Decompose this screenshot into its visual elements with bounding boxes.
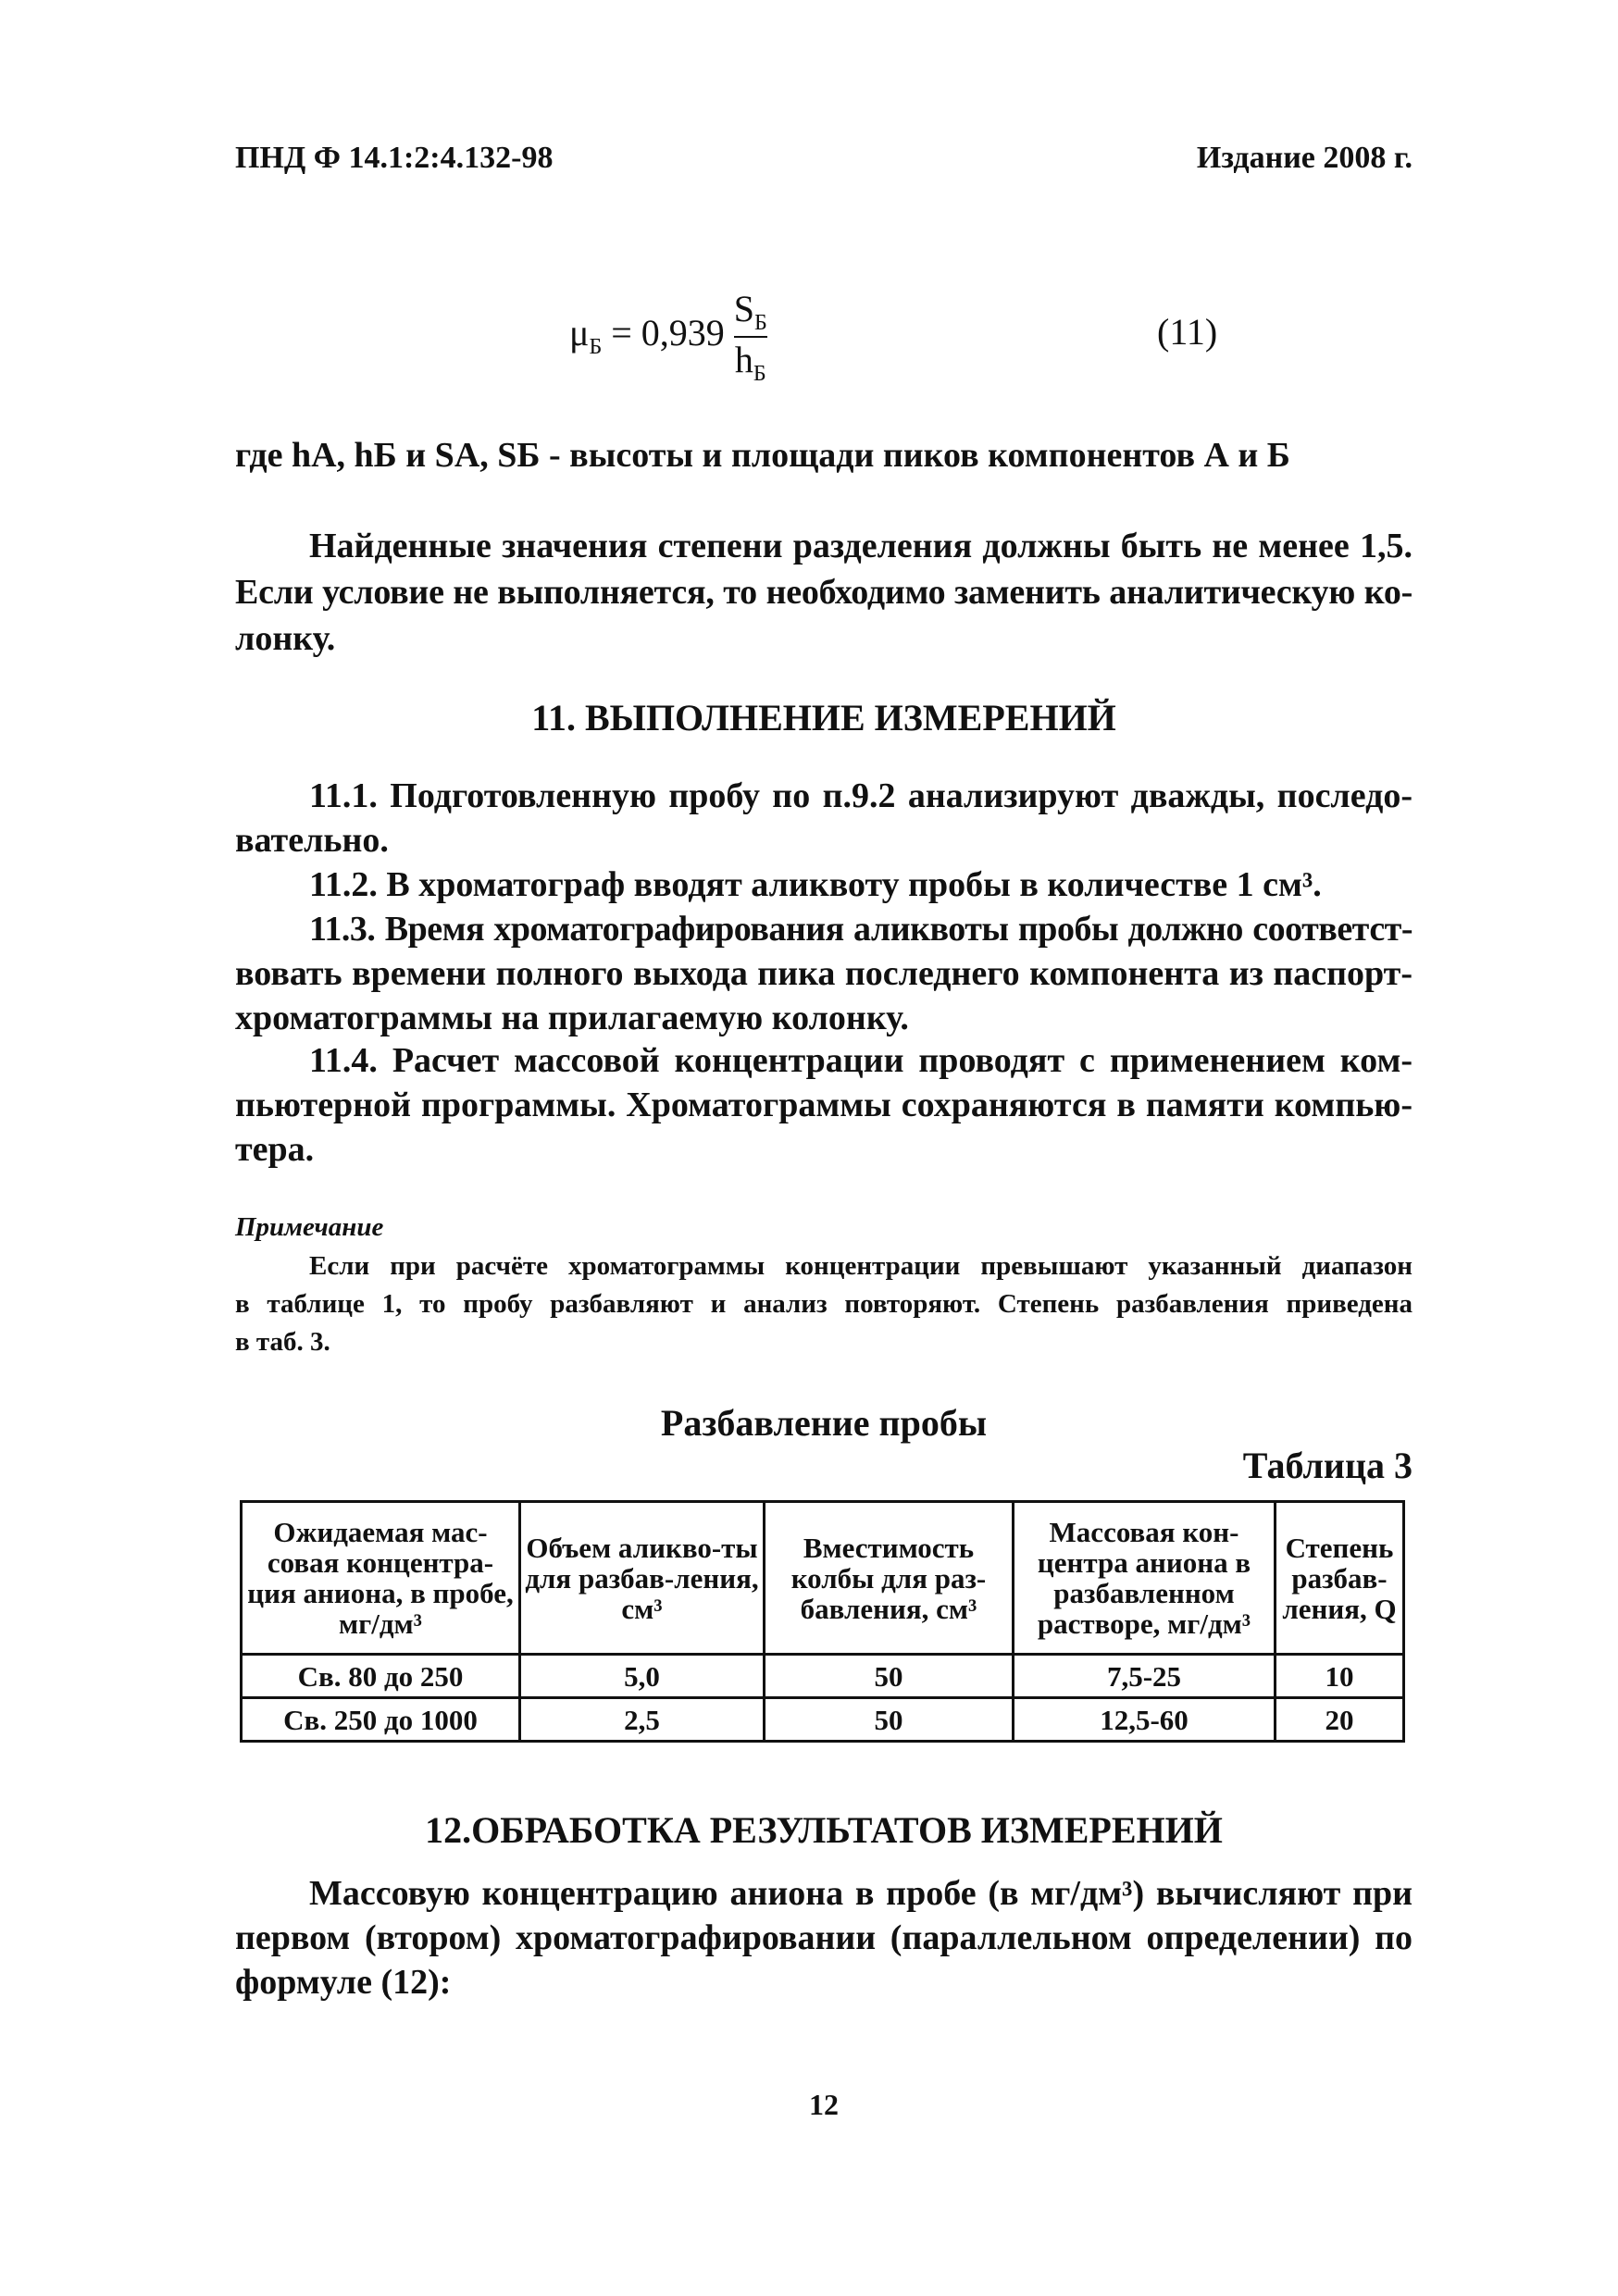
- para-line: Массовую концентрацию аниона в пробе (в мг/дм³) вычисляют при: [309, 1874, 1413, 1913]
- dilution-table: [240, 1500, 1405, 1743]
- para-line: формуле (12):: [235, 1963, 452, 2002]
- formula-num-sub: Б: [754, 311, 767, 335]
- formula-num: S: [733, 288, 755, 329]
- para-line: пьютерной программы. Хроматограммы сохраняются в памяти компью-: [235, 1086, 1413, 1124]
- formula-lhs: μ: [569, 312, 590, 354]
- table-cell: 50: [765, 1655, 1014, 1698]
- section-12-title: 12.ОБРАБОТКА РЕЗУЛЬТАТОВ ИЗМЕРЕНИЙ: [425, 1809, 1223, 1851]
- table-cell: 20: [1276, 1698, 1404, 1742]
- table-header-row: [242, 1502, 1404, 1655]
- table-cell: 10: [1276, 1655, 1404, 1698]
- note-label: Примечание: [235, 1212, 384, 1242]
- column-header: Ожидаемая мас-совая концентра-ция аниона, в пробе, мг/дм³: [242, 1502, 520, 1655]
- para-line: лонку.: [235, 619, 336, 658]
- para-line: вательно.: [235, 821, 389, 860]
- table-cell: 50: [765, 1698, 1014, 1742]
- table-row: [242, 1698, 1404, 1742]
- para-line: вовать времени полного выхода пика последнего компонента из паспорт-: [235, 954, 1413, 993]
- page-number: 12: [809, 2088, 839, 2121]
- column-header: Массовая кон-центра аниона в разбавленном растворе, мг/дм³: [1014, 1502, 1276, 1655]
- para-line: 11.1. Подготовленную пробу по п.9.2 анализируют дважды, последо-: [309, 776, 1413, 815]
- table-cell: Св. 250 до 1000: [242, 1698, 520, 1742]
- formula-fraction: [734, 287, 767, 387]
- table-row: [242, 1655, 1404, 1698]
- column-header: Степень разбав-ления, Q: [1276, 1502, 1404, 1655]
- table-cell: 7,5-25: [1014, 1655, 1276, 1698]
- formula-coef: = 0,939: [611, 312, 725, 354]
- note-line: в таблице 1, то пробу разбавляют и анализ повторяют. Степень разбавления приведена: [235, 1289, 1413, 1319]
- formula-number: (11): [1157, 311, 1218, 353]
- para-line: 11.2. В хроматограф вводят аликвоту пробы в количестве 1 см³.: [309, 865, 1322, 904]
- formula-11: [569, 287, 767, 387]
- para-line: 11.3. Время хроматографирования аликвоты пробы должно соответст-: [309, 910, 1413, 949]
- formula-den-sub: Б: [753, 362, 766, 386]
- para-line: первом (втором) хроматографировании (параллельном определении) по: [235, 1918, 1413, 1957]
- edition: Издание 2008 г.: [1196, 141, 1413, 175]
- table-cell: Св. 80 до 250: [242, 1655, 520, 1698]
- table-cell: 2,5: [520, 1698, 765, 1742]
- para-line: 11.4. Расчет массовой концентрации проводят с применением ком-: [309, 1041, 1413, 1080]
- para-line: Если условие не выполняется, то необходимо заменить аналитическую ко-: [235, 573, 1413, 612]
- table-title: Разбавление пробы: [660, 1402, 988, 1444]
- column-header: Вместимость колбы для раз-бавления, см³: [765, 1502, 1014, 1655]
- table-cell: 12,5-60: [1014, 1698, 1276, 1742]
- formula-den: h: [734, 339, 753, 380]
- table-cell: 5,0: [520, 1655, 765, 1698]
- formula-lhs-sub: Б: [589, 335, 603, 360]
- column-header: Объем аликво-ты для разбав-ления, см³: [520, 1502, 765, 1655]
- note-line: Если при расчёте хроматограммы концентрации превышают указанный диапазон: [309, 1251, 1413, 1281]
- table-label: Таблица 3: [1242, 1445, 1413, 1486]
- note-line: в таб. 3.: [235, 1327, 330, 1357]
- section-11-title: 11. ВЫПОЛНЕНИЕ ИЗМЕРЕНИЙ: [531, 697, 1116, 738]
- where-line: где hА, hБ и SА, SБ - высоты и площади пиков компонентов А и Б: [235, 436, 1290, 475]
- para-line: хроматограммы на прилагаемую колонку.: [235, 999, 909, 1037]
- para-line: Найденные значения степени разделения должны быть не менее 1,5.: [309, 527, 1413, 565]
- para-line: тера.: [235, 1130, 315, 1169]
- document-id: ПНД Ф 14.1:2:4.132-98: [235, 141, 554, 175]
